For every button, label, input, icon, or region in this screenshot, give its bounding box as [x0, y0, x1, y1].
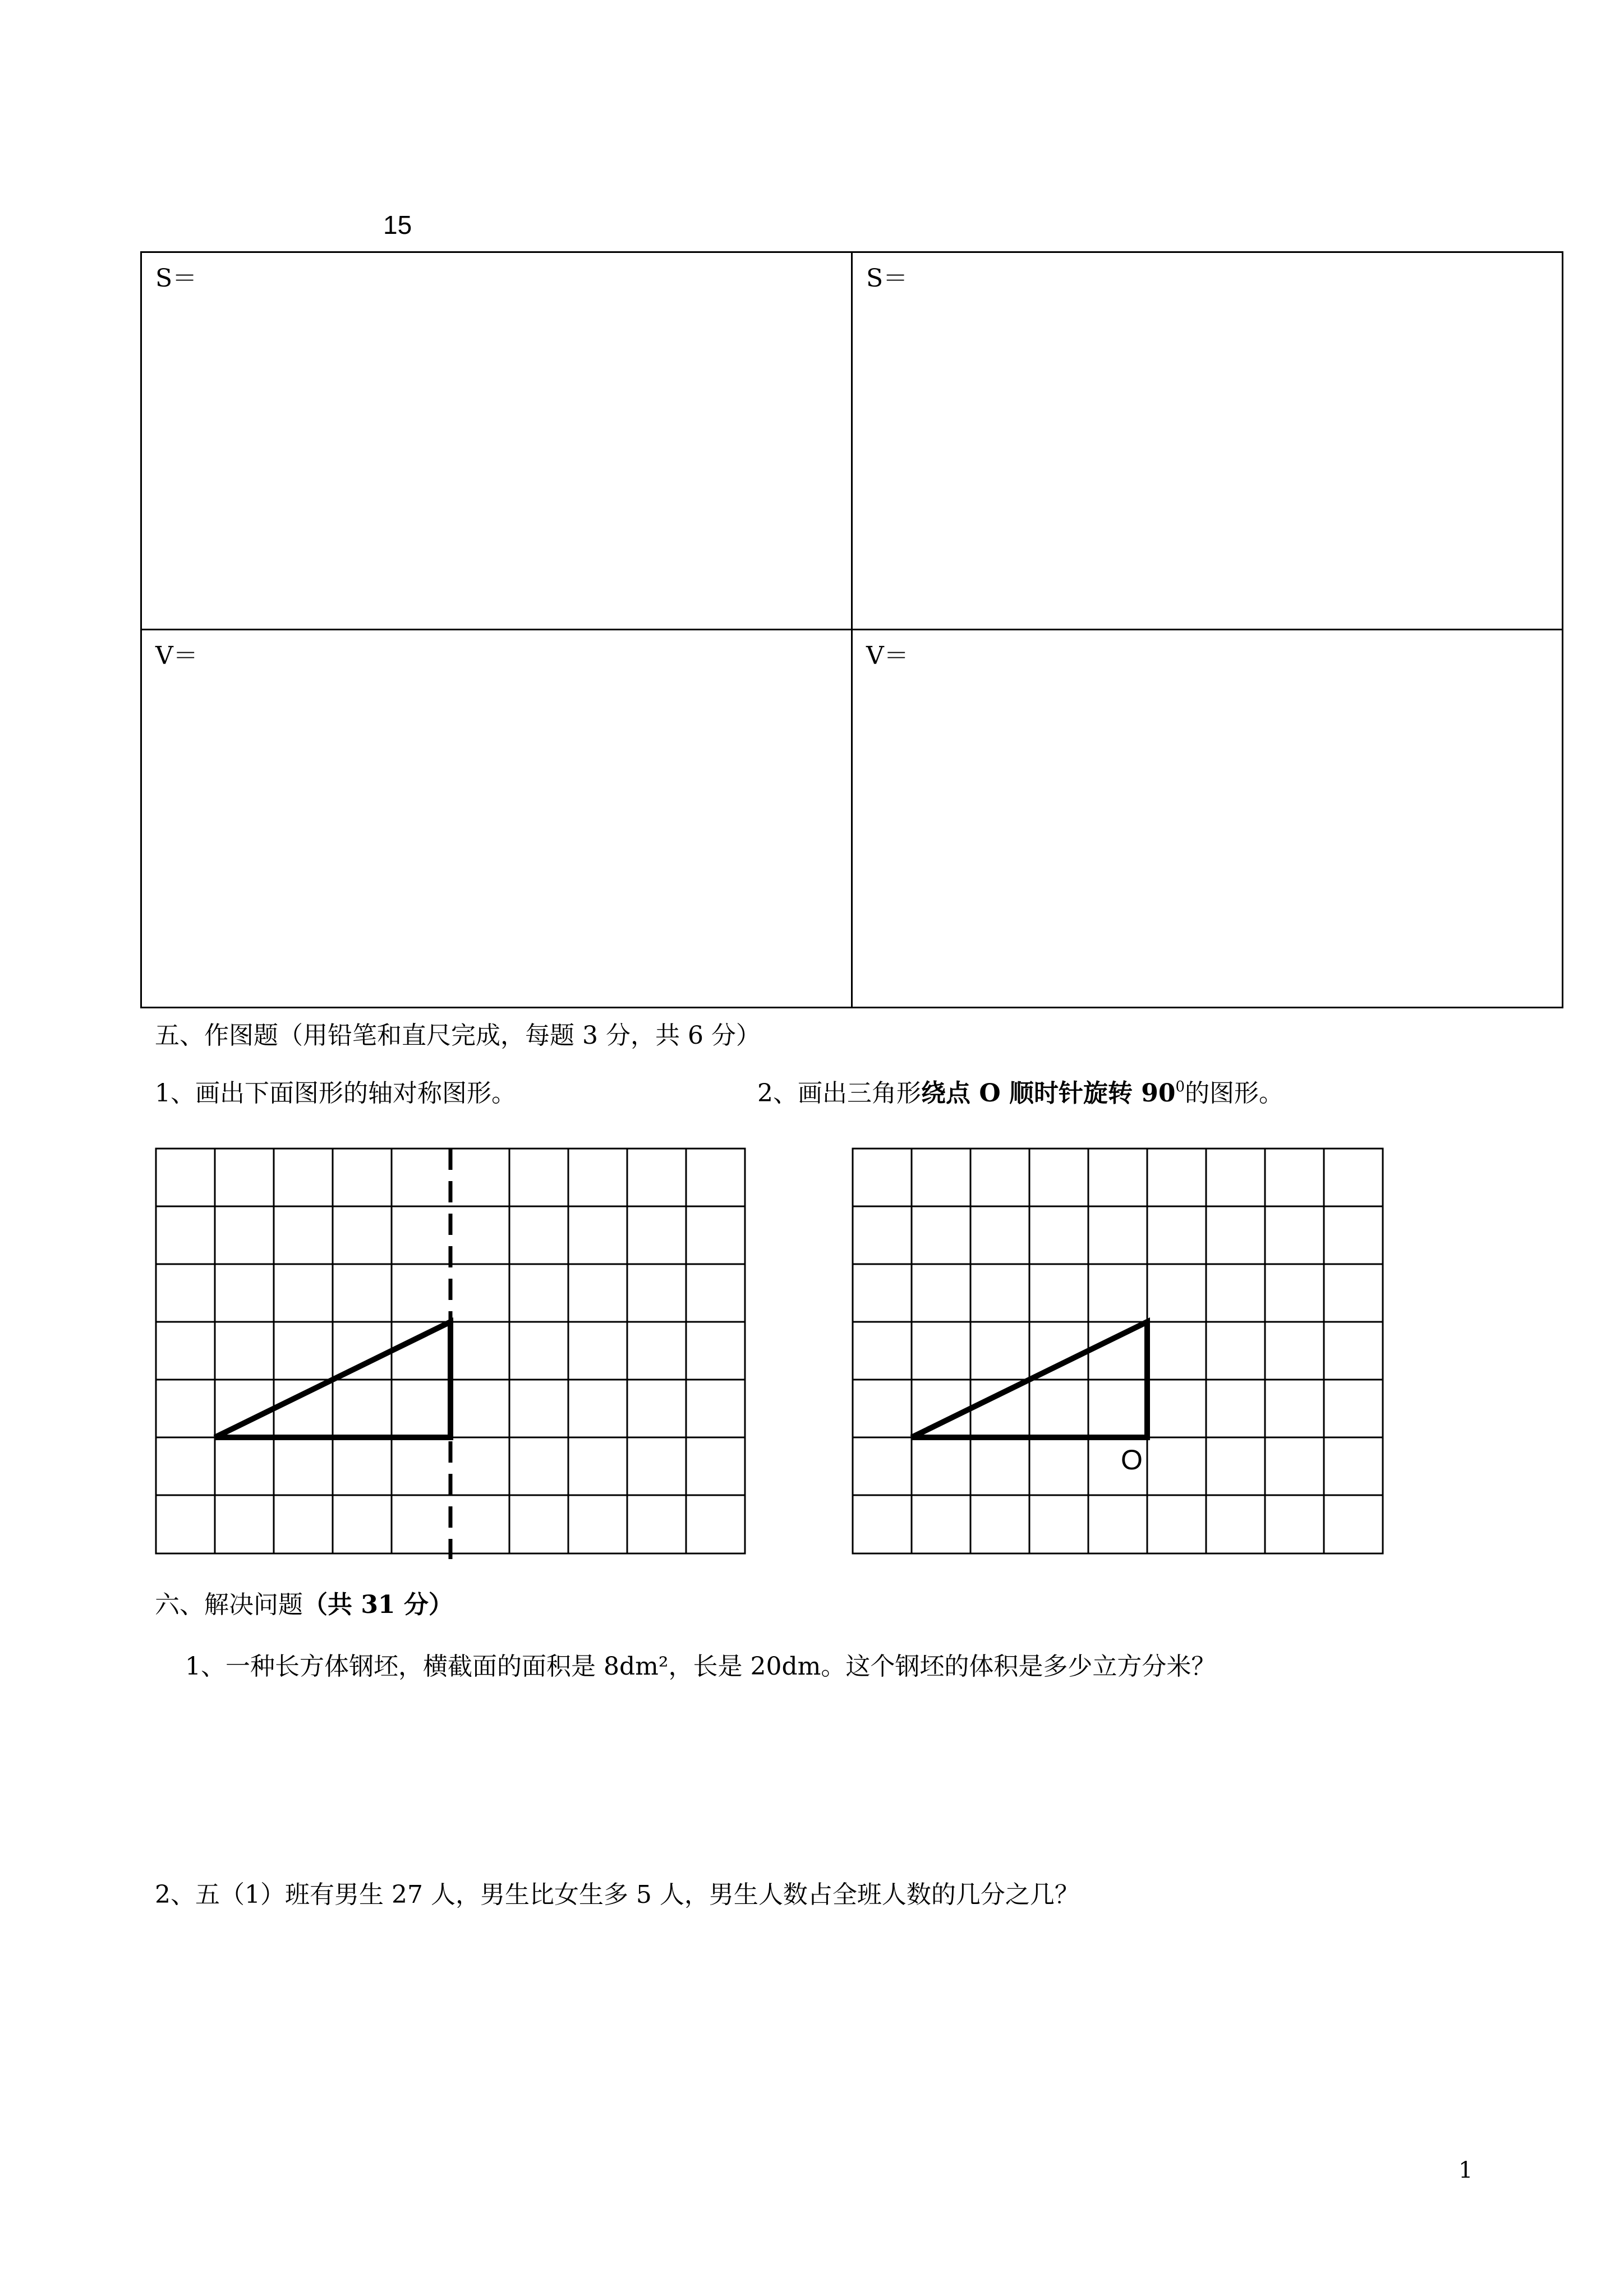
answer-table: [140, 251, 1563, 1008]
section5-question-1: 1、画出下面图形的轴对称图形。: [155, 1079, 516, 1108]
grid-rotation[interactable]: [848, 1144, 1392, 1559]
area-answer-cell-right[interactable]: [852, 252, 1563, 630]
page-number: 1: [1459, 2157, 1473, 2183]
area-label: S＝: [155, 264, 197, 293]
section5-question-2: [757, 1078, 1284, 1108]
q2-bold: 绕点 O 顺时针旋转 90: [921, 1079, 1176, 1108]
q2-superscript: 0: [1175, 1078, 1185, 1095]
section5-title: 五、作图题（用铅笔和直尺完成，每题 3 分，共 6 分）: [155, 1021, 761, 1050]
section6-question-1: 1、一种长方体钢坯，横截面的面积是 8dm²，长是 20dm。这个钢坯的体积是多少立方分米？: [185, 1652, 1216, 1681]
grid-reflection[interactable]: [151, 1144, 752, 1559]
section6-title: [155, 1590, 453, 1619]
q2-suffix: 的图形。: [1185, 1079, 1284, 1108]
section6-question-2: 2、五（1）班有男生 27 人，男生比女生多 5 人，男生人数占全班人数的几分之几？: [155, 1880, 1079, 1909]
volume-answer-cell-right[interactable]: [852, 630, 1563, 1008]
area-answer-cell-left[interactable]: [141, 252, 852, 630]
volume-label: V＝: [866, 642, 909, 670]
volume-label: V＝: [155, 642, 198, 670]
rotation-point-label: O: [1121, 1444, 1143, 1476]
top-page-number: 15: [383, 210, 412, 239]
q2-prefix: 2、画出三角形: [757, 1079, 921, 1108]
volume-answer-cell-left[interactable]: [141, 630, 852, 1008]
section6-title-prefix: 六、解决问题: [155, 1590, 303, 1619]
area-label: S＝: [866, 264, 908, 293]
section6-title-score: （共 31 分）: [303, 1590, 453, 1619]
